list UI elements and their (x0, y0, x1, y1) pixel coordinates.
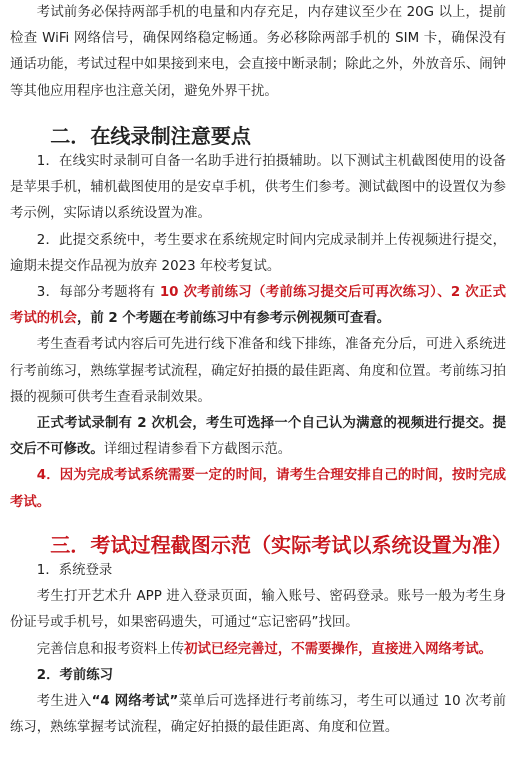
paragraph-profile-info (10, 637, 506, 663)
section-heading-screenshot-demo: 三．考试过程截图示范（实际考试以系统设置为准） (50, 532, 512, 557)
profile-prefix: 完善信息和报考资料上传 (36, 641, 185, 657)
intro-paragraph: 考试前务必保持两部手机的电量和内存充足，内存建议至少在 20G 以上，提前检查 WiFi 网络信号，确保网络稳定畅通。务必移除两部手机的 SIM 卡，确保没有通话功能，考试过程中如果接到来电，会直接中断录制；除此之外，外放音乐、闹钟等其他应用程序也注意关闭，避免外界干扰。 (10, 5, 506, 99)
paragraph-practice-guidance: 考生查看考试内容后可先进行线下准备和线下排练，准备充分后，可进入系统进行考前练习，熟练掌握考试流程，确定好拍摄的最佳距离、角度和位置。考前练习拍摄的视频可供考生查看录制效果。 (10, 337, 506, 405)
spacer (10, 516, 506, 532)
attempts-suffix: ，前 2 个考题在考前练习中有参考示例视频可查看。 (76, 311, 391, 327)
practice-suffix: 菜单后可选择进行考前练习，考生可以通过 10 次考前练习，熟练掌握考试流程，确定好拍摄的最佳距离、角度和位置。 (10, 694, 506, 736)
paragraph-practice-menu (10, 689, 506, 741)
subheading-pre-exam-practice: 2．考前练习 (36, 667, 114, 683)
paragraph-time-warning: 4．因为完成考试系统需要一定的时间，请考生合理安排自己的时间，按时完成考试。 (10, 468, 506, 510)
formal-exam-note: 详细过程请参看下方截图示范。 (103, 442, 292, 458)
profile-highlight: 初试已经完善过，不需要操作，直接进入网络考试。 (184, 641, 493, 657)
practice-prefix: 考生进入 (36, 694, 92, 710)
spacer (10, 105, 506, 123)
attempts-prefix: 3．每部分考题将有 (36, 285, 160, 301)
formal-exam-bold: 正式考试录制有 2 次机会，考生可选择一个自己认为满意的视频进行提交。提交后不可修改。 (10, 416, 506, 458)
practice-menu-name: “4 网络考试” (91, 694, 179, 710)
paragraph-formal-exam (10, 411, 506, 463)
section-heading-online-recording: 二．在线录制注意要点 (50, 123, 251, 148)
paragraph-submission-deadline: 2．此提交系统中，考生要求在系统规定时间内完成录制并上传视频进行提交，逾期未提交作品视为放弃 2023 年校考复试。 (10, 232, 506, 274)
paragraph-attempts (10, 280, 506, 332)
paragraph-login-instructions: 考生打开艺术升 APP 进入登录页面，输入账号、密码登录。账号一般为考生身份证号或手机号，如果密码遗失，可通过“忘记密码”找回。 (10, 589, 506, 631)
attempts-highlight: 10 次考前练习（考前练习提交后可再次练习）、2 次正式考试的机会 (10, 285, 506, 327)
paragraph-assistant-note: 1．在线实时录制可自备一名助手进行拍摄辅助。以下测试主机截图使用的设备是苹果手机，辅机截图使用的是安卓手机，供考生们参考。测试截图中的设置仅为参考示例，实际请以系统设置为准。 (10, 154, 506, 222)
subheading-system-login: 1．系统登录 (36, 563, 113, 579)
